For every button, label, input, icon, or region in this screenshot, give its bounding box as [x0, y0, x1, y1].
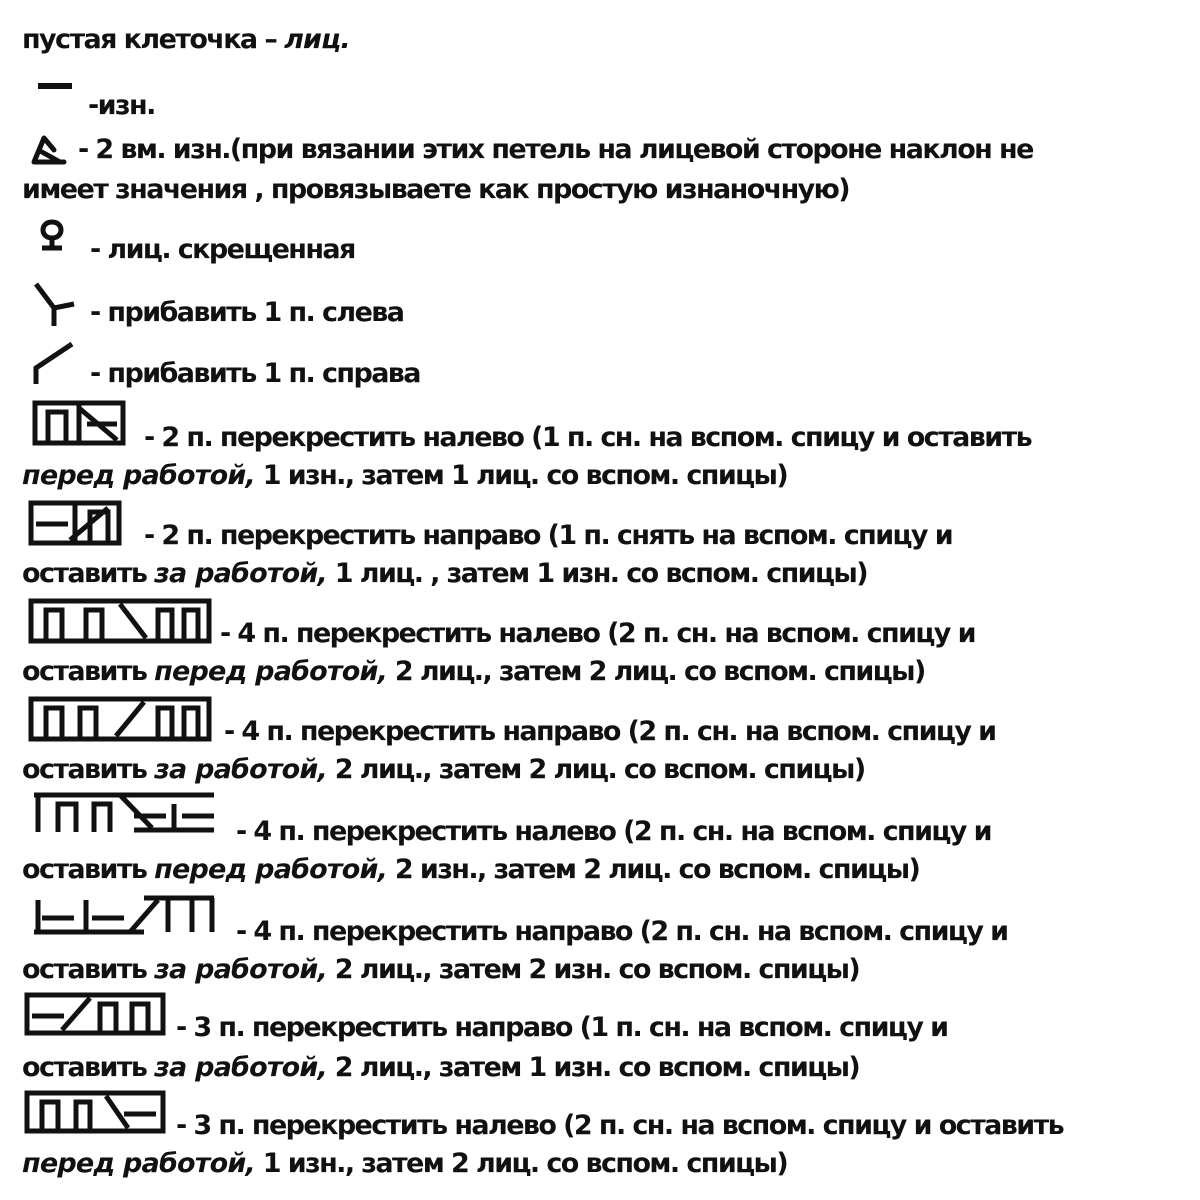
twisted-knit-description: - лиц. скрещенная	[90, 234, 355, 265]
increase-right-description: - прибавить 1 п. справа	[90, 358, 420, 389]
cross-4-left-purl-description-line2: оставить перед работой, 2 изн., затем 2 лиц. со вспом. спицы)	[22, 854, 920, 885]
cross-4-left-description-line2: оставить перед работой, 2 лиц., затем 2 лиц. со вспом. спицы)	[22, 656, 925, 687]
purl-symbol-icon	[38, 82, 74, 92]
cross-4-right-description-line1: - 4 п. перекрестить направо (2 п. сн. на вспом. спицу и	[224, 716, 996, 747]
cross-3-left-description-line2: перед работой, 1 изн., затем 2 лиц. со вспом. спицы)	[22, 1148, 788, 1179]
cross-4-right-purl-description-line2: оставить за работой, 2 лиц., затем 2 изн. со вспом. спицы)	[22, 954, 860, 985]
cross-3-left-description-line1: - 3 п. перекрестить налево (2 п. сн. на вспом. спицу и оставить	[176, 1110, 1064, 1141]
p2tog-symbol-icon	[30, 136, 70, 166]
cross-4-right-symbol-icon	[28, 696, 214, 744]
empty-cell-description: пустая клеточка – лиц.	[22, 24, 350, 55]
cross-2-right-description-line2: оставить за работой, 1 лиц. , затем 1 изн. со вспом. спицы)	[22, 558, 867, 589]
increase-right-symbol-icon	[30, 340, 76, 390]
cross-4-left-purl-description-line1: - 4 п. перекрестить налево (2 п. сн. на вспом. спицу и	[236, 816, 991, 847]
p2tog-description-line1: - 2 вм. изн.(при вязании этих петель на лицевой стороне наклон не	[78, 134, 1033, 165]
increase-left-description: - прибавить 1 п. слева	[90, 297, 404, 328]
cross-2-right-symbol-icon	[28, 500, 124, 548]
twisted-knit-symbol-icon	[36, 220, 72, 252]
p2tog-description-line2: имеет значения , провязываете как простую изнаночную)	[22, 174, 850, 205]
cross-3-left-symbol-icon	[24, 1090, 168, 1136]
cross-4-left-symbol-icon	[28, 598, 214, 646]
cross-3-right-symbol-icon	[24, 992, 168, 1038]
cross-2-left-symbol-icon	[32, 400, 128, 448]
increase-left-symbol-icon	[32, 280, 78, 330]
cross-4-left-description-line1: - 4 п. перекрестить налево (2 п. сн. на вспом. спицу и	[220, 618, 975, 649]
cross-4-right-purl-symbol-icon	[34, 892, 218, 940]
cross-4-right-purl-description-line1: - 4 п. перекрестить направо (2 п. сн. на вспом. спицу и	[236, 916, 1008, 947]
cross-4-left-purl-symbol-icon	[34, 790, 218, 838]
purl-description: -изн.	[88, 90, 155, 121]
cross-2-right-description-line1: - 2 п. перекрестить направо (1 п. снять на вспом. спицу и	[144, 520, 953, 551]
cross-2-left-description-line2: перед работой, 1 изн., затем 1 лиц. со вспом. спицы)	[22, 460, 788, 491]
cross-4-right-description-line2: оставить за работой, 2 лиц., затем 2 лиц. со вспом. спицы)	[22, 754, 865, 785]
cross-3-right-description-line2: оставить за работой, 2 лиц., затем 1 изн. со вспом. спицы)	[22, 1052, 860, 1083]
cross-3-right-description-line1: - 3 п. перекрестить направо (1 п. сн. на вспом. спицу и	[176, 1012, 948, 1043]
cross-2-left-description-line1: - 2 п. перекрестить налево (1 п. сн. на вспом. спицу и оставить	[144, 422, 1032, 453]
